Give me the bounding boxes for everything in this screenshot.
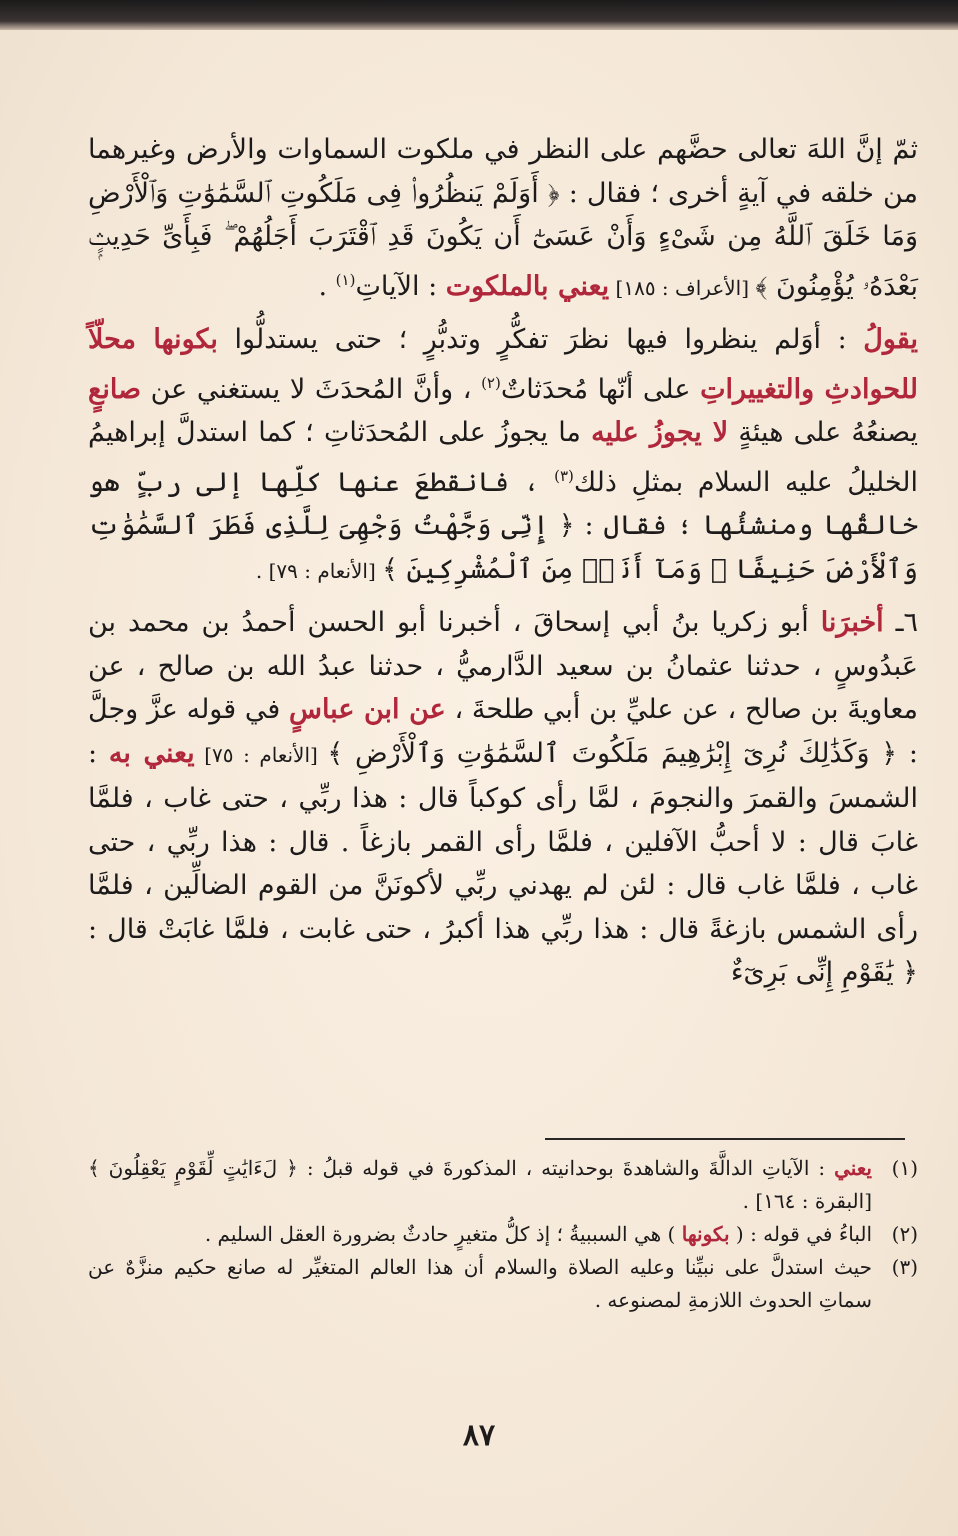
highlight-text: أخبرَنا (820, 607, 884, 638)
quran-verse: ﴿ وَكَذَٰلِكَ نُرِىٓ إِبْرَٰهِيمَ مَلَكُوتَ ٱلسَّمَٰوَٰتِ وَٱلْأَرْضِ ﴾ (327, 737, 898, 769)
text-run: ٦ـ (883, 607, 918, 638)
footnote-text (88, 1251, 872, 1317)
highlight-text: يعني بالملكوت (445, 270, 610, 302)
text-run: أبو زكريا بنُ أبي إسحاقَ ، أخبرنا أبو الحسن أحمدُ بن محمد بن عَبدُوسٍ ، حدثنا عثمانُ بن سعيد الدَّارميُّ ، حدثنا عبدُ الله بن صالح ، عن معاويةَ بن صالح ، عن عليِّ بن أبي طلحةَ ، (88, 607, 919, 725)
footnote-separator (545, 1138, 905, 1140)
quran-verse: ﴿ يَٰقَوْمِ إِنِّى بَرِىٓءٌ (730, 957, 918, 988)
text-run: . (318, 270, 336, 302)
main-text (88, 128, 918, 1003)
text-run: ما يجوزُ على المُحدَثاتِ ؛ كما استدلَّ إبراهيمُ الخليلُ عليه السلام بمثلِ ذلك (88, 417, 918, 498)
footnote-2 (88, 1218, 918, 1251)
text-run: [البقرة : ١٦٤] . (742, 1189, 872, 1213)
book-top-edge (0, 0, 958, 30)
highlight-text: لا يجوزُ عليه (591, 417, 729, 448)
footnote-marker: (٣) (554, 466, 574, 485)
quran-verse: ﴿ إِنِّى وَجَّهْتُ وَجْهِىَ لِلَّذِى فَطَرَ ٱلسَّمَٰوَٰتِ وَٱلْأَرْضَ حَنِيفًا ۖ وَمَآ أَنَا۠ مِنَ ٱلْمُشْرِكِينَ ﴾ (88, 510, 918, 585)
text-run: حيث استدلَّ على نبيِّنا وعليه الصلاة والسلام أن هذا العالم المتغيِّر له صانع حكيم منزَّهٌ عن سماتِ الحدوث اللازمةِ لمصنوعه . (88, 1255, 872, 1312)
page-number: ٨٧ (462, 1418, 496, 1453)
footnote-marker: (٢) (481, 373, 501, 392)
verse-reference: [الأنعام : ٧٩] . (255, 558, 383, 583)
quran-verse: ﴿ أَوَلَمْ يَنظُرُوا۟ فِى مَلَكُوتِ ٱلسَّمَٰوَٰتِ وَٱلْأَرْضِ وَمَا خَلَقَ ٱللَّهُ مِن شَىْءٍ وَأَنْ عَسَىٰٓ أَن يَكُونَ قَدِ ٱقْتَرَبَ أَجَلُهُمْ ۖ فَبِأَىِّ حَدِيثٍۭ بَعْدَهُۥ يُؤْمِنُونَ ﴾ (88, 177, 918, 302)
footnote-1 (88, 1152, 918, 1218)
text-run: في قوله عزَّ وجلَّ : (88, 694, 918, 769)
text-run: يصنعُهُ على هيئةٍ (728, 417, 918, 448)
footnote-number: (١) (891, 1156, 918, 1180)
highlight-text: صانعٍ (88, 373, 142, 405)
text-run: ، فانقطعَ عنها كلِّها إلى ربٍّ هو خالقُها ومنشئُها ؛ فقال : (88, 466, 918, 541)
text-run: على أنّها مُحدَثاتٌ (500, 373, 701, 405)
footnote-number: (٣) (891, 1255, 918, 1279)
highlight-text: عن ابن عباسٍ (289, 694, 446, 725)
highlight-text: يقولُ (863, 324, 918, 355)
highlight-text: يعني به (108, 737, 195, 769)
verse-reference: [الأعراف : ١٨٥] (609, 275, 756, 300)
highlight-text: يعني (834, 1156, 872, 1180)
paragraph-2 (88, 318, 918, 593)
text-run: : أوَلم ينظروا فيها نظرَ تفكُّرٍ وتدبُّرٍ ؛ حتى يستدلُّوا (217, 324, 864, 355)
text-run: الباءُ في قوله : ( (729, 1222, 872, 1246)
footnote-3 (88, 1251, 918, 1317)
paragraph-3-hadith-6 (88, 601, 918, 995)
quran-verse: ﴿ لَءَايَٰتٍ لِّقَوْمٍ يَعْقِلُونَ ﴾ (88, 1156, 298, 1180)
highlight-text: بكونها (681, 1222, 730, 1246)
footnote-number: (٢) (891, 1222, 918, 1246)
paragraph-1 (88, 128, 918, 310)
footnotes (88, 1152, 918, 1317)
text-run: : الشمسَ والقمرَ والنجومَ ، لمَّا رأى كوكباً قال : هذا ربِّي ، حتى غاب ، فلمَّا غابَ قال : لا أحبُّ الآفلين ، فلمَّا رأى القمر بازغاً . قال : هذا ربِّي ، حتى غاب ، فلمَّا غاب قال : لئن لم يهدني ربِّي لأكونَنَّ من القوم الضالِّين ، فلمَّا رأى الشمس بازغةً قال : هذا ربِّي هذا أكبرُ ، حتى غابت ، فلمَّا غابَتْ قال : (88, 737, 918, 945)
footnote-text (88, 1218, 872, 1251)
text-run: ، وأنَّ المُحدَثَ لا يستغني عن (141, 373, 482, 405)
highlight-text: بكونها محلّاً للحوادثِ والتغييراتِ (88, 324, 918, 405)
text-run: ثمّ إنَّ اللهَ تعالى حضَّهم على النظر في ملكوت السماوات والأرض وغيرهما من خلقه في آيةٍ أخرى ؛ فقال : (88, 134, 919, 209)
verse-reference: [الأنعام : ٧٥] (194, 742, 328, 767)
text-run: : الآياتِ الدالَّةَ والشاهدةَ بوحدانيته ، المذكورةَ في قوله قبلُ : (297, 1156, 835, 1180)
text-run: : الآياتِ (355, 270, 446, 302)
footnote-marker: (١) (335, 270, 356, 289)
footnote-text (88, 1152, 872, 1218)
text-run: ) هي السببيةُ ؛ إذ كلُّ متغيرٍ حادثٌ بضرورة العقل السليم . (204, 1222, 682, 1246)
